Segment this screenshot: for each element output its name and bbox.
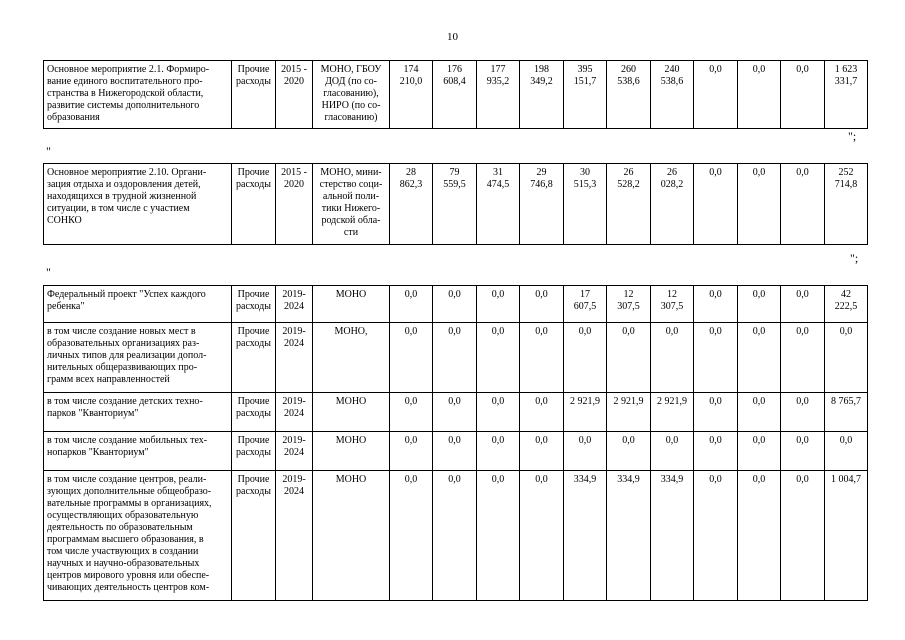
amount-cell: 0,0 <box>781 471 825 601</box>
total-cell: 8 765,7 <box>825 393 868 432</box>
amount-cell: 0,0 <box>520 432 564 471</box>
period-cell: 2015 - 2020 <box>276 164 313 245</box>
amount-cell: 2 921,9 <box>651 393 694 432</box>
amount-cell: 334,9 <box>564 471 607 601</box>
opening-quote-mark: " <box>46 265 51 279</box>
amount-cell: 0,0 <box>520 286 564 323</box>
amount-cell: 0,0 <box>390 432 433 471</box>
table-row <box>44 393 868 432</box>
executor-cell: МОНО <box>313 471 390 601</box>
row-title: Основное мероприятие 2.1. Формиро- вание единого воспитательного про- странства в Нижегородской области, развитие системы дополнительного образования <box>44 61 232 129</box>
amount-cell: 0,0 <box>477 471 520 601</box>
amount-cell: 0,0 <box>781 61 825 129</box>
total-cell: 0,0 <box>825 323 868 393</box>
expense-type-cell: Прочие расходы <box>232 393 276 432</box>
amount-cell: 177 935,2 <box>477 61 520 129</box>
period-cell: 2019- 2024 <box>276 393 313 432</box>
amount-cell: 0,0 <box>738 393 781 432</box>
row-title: Федеральный проект "Успех каждого ребенка" <box>44 286 232 323</box>
table-row <box>44 164 868 245</box>
amount-cell: 12 307,5 <box>651 286 694 323</box>
amount-cell: 30 515,3 <box>564 164 607 245</box>
executor-cell: МОНО <box>313 286 390 323</box>
amount-cell: 198 349,2 <box>520 61 564 129</box>
amount-cell: 334,9 <box>651 471 694 601</box>
amount-cell: 0,0 <box>781 286 825 323</box>
row-title: Основное мероприятие 2.10. Органи- зация отдыха и оздоровления детей, находящихся в трудной жизненной ситуации, в том числе с участием СОНКО <box>44 164 232 245</box>
budget-table <box>43 285 868 601</box>
closing-quote-mark: "; <box>850 251 859 265</box>
amount-cell: 0,0 <box>564 432 607 471</box>
amount-cell: 0,0 <box>694 393 738 432</box>
amount-cell: 79 559,5 <box>433 164 477 245</box>
row-title: в том числе создание детских техно- парков "Кванториум" <box>44 393 232 432</box>
table-row <box>44 471 868 601</box>
amount-cell: 0,0 <box>781 393 825 432</box>
amount-cell: 0,0 <box>477 286 520 323</box>
amount-cell: 174 210,0 <box>390 61 433 129</box>
amount-cell: 0,0 <box>477 432 520 471</box>
amount-cell: 0,0 <box>477 393 520 432</box>
amount-cell: 395 151,7 <box>564 61 607 129</box>
amount-cell: 26 028,2 <box>651 164 694 245</box>
budget-table <box>43 163 868 245</box>
period-cell: 2019- 2024 <box>276 432 313 471</box>
amount-cell: 176 608,4 <box>433 61 477 129</box>
amount-cell: 0,0 <box>390 323 433 393</box>
amount-cell: 0,0 <box>781 432 825 471</box>
table-row <box>44 432 868 471</box>
amount-cell: 0,0 <box>477 323 520 393</box>
executor-cell: МОНО <box>313 432 390 471</box>
amount-cell: 0,0 <box>738 432 781 471</box>
amount-cell: 0,0 <box>781 164 825 245</box>
expense-type-cell: Прочие расходы <box>232 61 276 129</box>
amount-cell: 0,0 <box>738 164 781 245</box>
amount-cell: 0,0 <box>433 286 477 323</box>
amount-cell: 0,0 <box>738 61 781 129</box>
amount-cell: 240 538,6 <box>651 61 694 129</box>
amount-cell: 0,0 <box>607 432 651 471</box>
amount-cell: 0,0 <box>694 286 738 323</box>
expense-type-cell: Прочие расходы <box>232 432 276 471</box>
table-row <box>44 61 868 129</box>
amount-cell: 0,0 <box>520 471 564 601</box>
amount-cell: 0,0 <box>694 471 738 601</box>
executor-cell: МОНО, ГБОУ ДОД (по со- гласованию), НИРО (по со- гласованию) <box>313 61 390 129</box>
amount-cell: 0,0 <box>433 471 477 601</box>
total-cell: 0,0 <box>825 432 868 471</box>
total-cell: 1 004,7 <box>825 471 868 601</box>
amount-cell: 0,0 <box>390 393 433 432</box>
amount-cell: 260 538,6 <box>607 61 651 129</box>
amount-cell: 31 474,5 <box>477 164 520 245</box>
amount-cell: 2 921,9 <box>564 393 607 432</box>
executor-cell: МОНО, <box>313 323 390 393</box>
total-cell: 42 222,5 <box>825 286 868 323</box>
amount-cell: 0,0 <box>390 286 433 323</box>
amount-cell: 0,0 <box>520 323 564 393</box>
amount-cell: 26 528,2 <box>607 164 651 245</box>
amount-cell: 0,0 <box>433 393 477 432</box>
executor-cell: МОНО <box>313 393 390 432</box>
amount-cell: 0,0 <box>694 164 738 245</box>
amount-cell: 0,0 <box>694 323 738 393</box>
period-cell: 2019- 2024 <box>276 286 313 323</box>
amount-cell: 0,0 <box>433 432 477 471</box>
page-number: 10 <box>447 31 458 43</box>
table-row <box>44 323 868 393</box>
amount-cell: 0,0 <box>607 323 651 393</box>
expense-type-cell: Прочие расходы <box>232 286 276 323</box>
table-row <box>44 286 868 323</box>
amount-cell: 29 746,8 <box>520 164 564 245</box>
amount-cell: 17 607,5 <box>564 286 607 323</box>
amount-cell: 0,0 <box>564 323 607 393</box>
amount-cell: 0,0 <box>651 323 694 393</box>
expense-type-cell: Прочие расходы <box>232 471 276 601</box>
period-cell: 2019- 2024 <box>276 471 313 601</box>
amount-cell: 0,0 <box>694 61 738 129</box>
budget-table <box>43 60 868 129</box>
executor-cell: МОНО, мини- стерство соци- альной поли- тики Нижего- родской обла- сти <box>313 164 390 245</box>
amount-cell: 0,0 <box>781 323 825 393</box>
expense-type-cell: Прочие расходы <box>232 164 276 245</box>
amount-cell: 2 921,9 <box>607 393 651 432</box>
row-title: в том числе создание новых мест в образовательных организациях раз- личных типов для реализации допол- нительных общеразвивающих про- грамм всех направленностей <box>44 323 232 393</box>
amount-cell: 0,0 <box>694 432 738 471</box>
row-title: в том числе создание мобильных тех- нопарков "Кванториум" <box>44 432 232 471</box>
period-cell: 2019- 2024 <box>276 323 313 393</box>
amount-cell: 0,0 <box>433 323 477 393</box>
amount-cell: 12 307,5 <box>607 286 651 323</box>
amount-cell: 0,0 <box>520 393 564 432</box>
amount-cell: 0,0 <box>651 432 694 471</box>
amount-cell: 28 862,3 <box>390 164 433 245</box>
total-cell: 1 623 331,7 <box>825 61 868 129</box>
row-title: в том числе создание центров, реали- зующих дополнительные общеобразо- вательные программы в организациях, осуществляющих образовательную деятельность по образовательным программам высшего образования, в том числе участвующих в создании научных и научно-образовательных центров мирового уровня или обеспе- чивающих деятельность центров ком- <box>44 471 232 601</box>
period-cell: 2015 - 2020 <box>276 61 313 129</box>
closing-quote-mark: "; <box>848 129 857 143</box>
total-cell: 252 714,8 <box>825 164 868 245</box>
amount-cell: 0,0 <box>390 471 433 601</box>
amount-cell: 0,0 <box>738 323 781 393</box>
expense-type-cell: Прочие расходы <box>232 323 276 393</box>
amount-cell: 0,0 <box>738 471 781 601</box>
amount-cell: 0,0 <box>738 286 781 323</box>
amount-cell: 334,9 <box>607 471 651 601</box>
opening-quote-mark: " <box>46 144 51 158</box>
